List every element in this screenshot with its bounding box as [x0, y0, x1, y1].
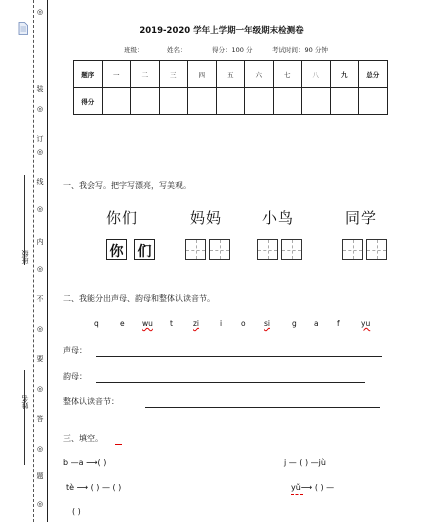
example-char-1: 你 [109, 244, 124, 260]
writing-grid[interactable] [281, 239, 302, 260]
writing-grid[interactable] [185, 239, 206, 260]
writing-grid[interactable] [342, 239, 363, 260]
syllable: i [220, 319, 223, 328]
word-2: 妈妈 [190, 209, 223, 227]
syllable [361, 319, 370, 328]
score-label: 得分：100 分 [212, 46, 253, 54]
writing-grid[interactable] [209, 239, 230, 260]
word-4: 同学 [345, 209, 378, 227]
binding-char: 不 [36, 295, 44, 303]
table-cell: 五 [216, 61, 245, 88]
score-cell[interactable] [102, 88, 131, 115]
fill-line-1-right: j — ( ) —jù [284, 458, 326, 467]
yunmu-answer-line[interactable] [96, 382, 365, 383]
table-cell: 七 [273, 61, 302, 88]
binding-char: ◎ [36, 325, 44, 333]
syllable: g [292, 319, 297, 328]
score-cell[interactable] [273, 88, 302, 115]
fill-line-3-left: ( ) [72, 507, 81, 516]
binding-char: ◎ [36, 265, 44, 273]
table-cell: 六 [245, 61, 274, 88]
binding-char: ◎ [36, 205, 44, 213]
zhengti-answer-line[interactable] [145, 407, 380, 408]
table-cell: 三 [159, 61, 188, 88]
syllable-text: wu [142, 319, 153, 328]
score-cell[interactable] [216, 88, 245, 115]
writing-grid[interactable] [366, 239, 387, 260]
sidebar-class-label: 班级 [21, 250, 29, 264]
time-label: 考试时间：90 分钟 [272, 46, 328, 54]
fill-line-1-left: b —a ⟶( ) [63, 458, 107, 467]
score-cell[interactable] [188, 88, 217, 115]
syllable [264, 319, 270, 328]
binding-char: 答 [36, 415, 44, 423]
table-cell: 四 [188, 61, 217, 88]
spellcheck-mark [115, 444, 122, 445]
table-cell: 八 [302, 61, 331, 88]
binding-char: 内 [36, 238, 44, 246]
name-label: 姓名： [167, 46, 187, 54]
score-table [73, 60, 388, 115]
page-title: 2019-2020 学年上学期一年级期末检测卷 [139, 26, 304, 36]
table-cell: 得分 [74, 88, 103, 115]
word-3: 小鸟 [262, 209, 295, 227]
binding-char: ◎ [36, 148, 44, 156]
syllable-text: si [264, 319, 270, 328]
score-cell[interactable] [131, 88, 160, 115]
shengmu-label: 声母： [63, 346, 87, 355]
syllable: t [170, 319, 173, 328]
binding-char: ◎ [36, 500, 44, 508]
score-cell[interactable] [359, 88, 388, 115]
fill-line-2-left: tè ⟶ ( ) — ( ) [66, 483, 122, 492]
table-cell: 二 [131, 61, 160, 88]
score-table-score-row [74, 88, 388, 115]
fill-line-2-right: yǔ⟶ ( ) — [291, 483, 335, 492]
syllable: f [337, 319, 340, 328]
syllable: o [241, 319, 246, 328]
zhengti-label: 整体认读音节： [63, 397, 119, 406]
example-char-2: 们 [137, 244, 152, 260]
table-cell: 九 [330, 61, 359, 88]
spellcheck-mark [291, 494, 303, 495]
score-cell[interactable] [330, 88, 359, 115]
yunmu-label: 韵母： [63, 372, 87, 381]
score-cell[interactable] [159, 88, 188, 115]
word-1: 你们 [106, 209, 139, 227]
binding-char: ◎ [36, 8, 44, 16]
example-grid-1 [106, 239, 127, 260]
syllable [193, 319, 199, 328]
syllable: a [314, 319, 319, 328]
writing-grid[interactable] [257, 239, 278, 260]
section1-heading: 一、我会写。把字写漂亮，写美观。 [63, 181, 191, 190]
binding-char: 线 [36, 178, 44, 186]
binding-char: ◎ [36, 445, 44, 453]
binding-dashed-line [33, 0, 34, 522]
binding-char: 装 [36, 85, 44, 93]
section3-heading: 三、填空。 [63, 434, 103, 443]
table-cell: 总分 [359, 61, 388, 88]
table-cell: 一 [102, 61, 131, 88]
example-grid-2 [134, 239, 155, 260]
binding-char: 订 [36, 135, 44, 143]
syllable-text: yu [361, 319, 371, 328]
section2-heading: 二、我能分出声母、韵母和整体认读音节。 [63, 294, 215, 303]
binding-char: 要 [36, 355, 44, 363]
table-cell: 题序 [74, 61, 103, 88]
class-label: 班级： [124, 46, 144, 54]
binding-solid-line [47, 0, 48, 522]
syllable [142, 319, 153, 328]
syllable: e [120, 319, 125, 328]
syllable-text: zi [193, 319, 200, 328]
binding-char: ◎ [36, 105, 44, 113]
sidebar-name-label: 姓名 [21, 395, 29, 409]
score-cell[interactable] [302, 88, 331, 115]
score-cell[interactable] [245, 88, 274, 115]
binding-char: ◎ [36, 385, 44, 393]
score-table-header-row [74, 61, 388, 88]
syllable: q [94, 319, 99, 328]
shengmu-answer-line[interactable] [96, 356, 382, 357]
binding-char: 题 [36, 472, 44, 480]
sidebar-name-line [24, 370, 25, 465]
